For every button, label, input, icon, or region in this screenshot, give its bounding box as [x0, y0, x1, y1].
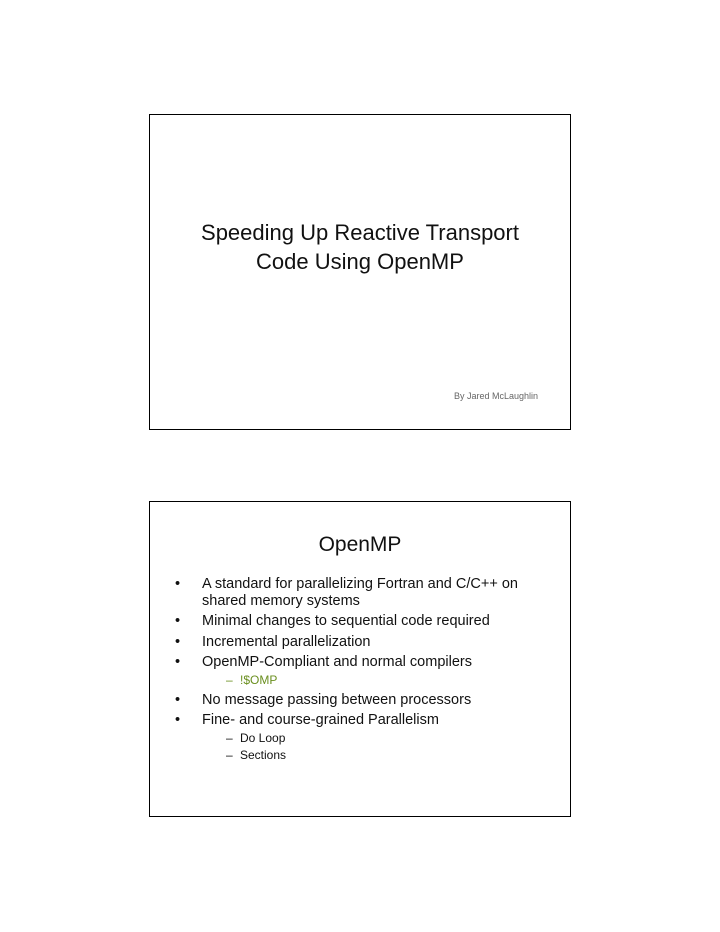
- bullet-text: Fine- and course-grained Parallelism: [202, 712, 439, 728]
- bullet-item: [172, 712, 556, 763]
- bullet-text: A standard for parallelizing Fortran and C/C++ on shared memory systems: [202, 576, 518, 609]
- bullet-item: [172, 654, 556, 688]
- bullet-glyph: •: [175, 712, 181, 728]
- bullet-text: Minimal changes to sequential code required: [202, 613, 490, 629]
- bullet-glyph: •: [175, 576, 181, 592]
- bullet-item: [172, 692, 556, 709]
- slide-2: [149, 501, 571, 817]
- bullet-item: [172, 576, 556, 609]
- sub-bullet-list: [202, 673, 556, 688]
- sub-bullet-text: Sections: [240, 747, 287, 762]
- bullet-text: No message passing between processors: [202, 691, 472, 708]
- slide-1-title: [150, 218, 570, 276]
- sub-bullet-glyph: –: [226, 730, 233, 745]
- slide-1-author: By Jared McLaughlin: [453, 391, 538, 401]
- slide-1: [149, 114, 571, 430]
- bullet-glyph: •: [175, 613, 181, 629]
- sub-bullet-list: [202, 731, 556, 763]
- bullet-glyph: •: [175, 691, 181, 708]
- slide-2-bullet-list: [172, 576, 556, 767]
- slide-1-title-line-1: Speeding Up Reactive Transport: [201, 220, 519, 245]
- bullet-item: [172, 634, 556, 651]
- bullet-glyph: •: [175, 654, 181, 670]
- sub-bullet-text: !$OMP: [240, 672, 278, 687]
- bullet-text: OpenMP-Compliant and normal compilers: [202, 654, 472, 670]
- bullet-item: [172, 613, 556, 630]
- sub-bullet-item: [202, 731, 556, 746]
- bullet-text: Incremental parallelization: [202, 633, 371, 650]
- sub-bullet-item: [202, 748, 556, 763]
- slide-2-title: OpenMP: [318, 533, 402, 556]
- sub-bullet-glyph: –: [226, 672, 233, 687]
- sub-bullet-glyph: –: [226, 747, 233, 762]
- sub-bullet-text: Do Loop: [240, 730, 286, 745]
- bullet-glyph: •: [175, 633, 181, 650]
- slide-1-title-line-2: Code Using OpenMP: [256, 249, 464, 274]
- sub-bullet-item: [202, 673, 556, 688]
